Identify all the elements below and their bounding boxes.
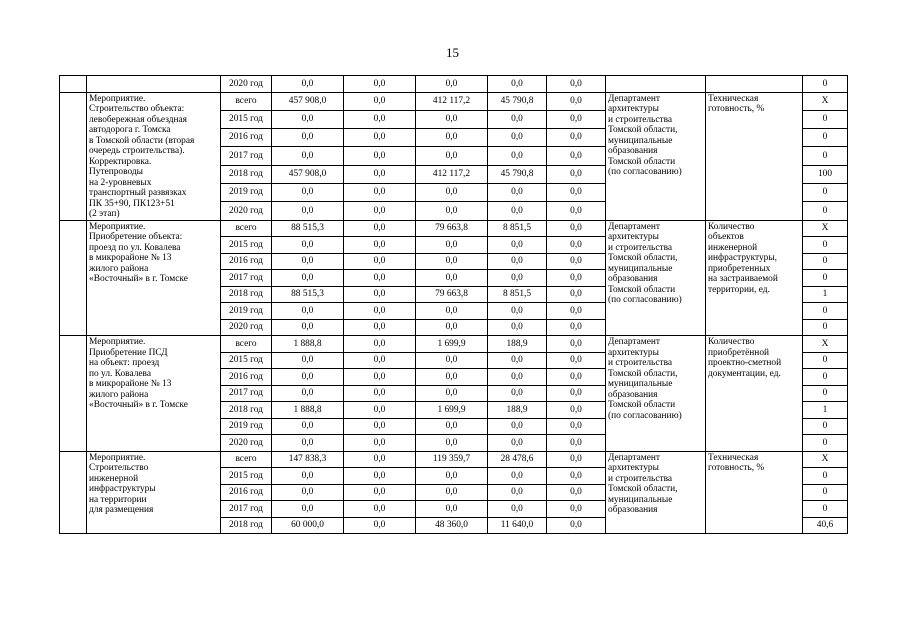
regional-budget-cell: 0,0 [416,319,488,336]
extra-budget-cell: 0,0 [547,303,606,320]
local-budget-cell: 188,9 [488,402,547,419]
year-cell: 2018 год [221,517,272,534]
federal-budget-cell: 0,0 [344,183,416,201]
table-row [60,336,848,353]
total-funds-cell: 0,0 [272,303,344,320]
result-value-cell: 0 [803,385,848,402]
extra-budget-cell: 0,0 [547,468,606,485]
regional-budget-cell: 0,0 [416,147,488,165]
result-value-cell: 0 [803,147,848,165]
result-value-cell: 1 [803,402,848,419]
local-budget-cell: 0,0 [488,270,547,287]
table-body [60,76,848,534]
year-cell: 2015 год [221,352,272,369]
total-funds-cell: 0,0 [272,369,344,386]
local-budget-cell: 0,0 [488,418,547,435]
extra-budget-cell: 0,0 [547,369,606,386]
result-value-cell: X [803,451,848,468]
regional-budget-cell: 0,0 [416,110,488,128]
total-funds-cell: 1 888,8 [272,336,344,353]
indicator-cell: Количество приобретённой проектно-сметной документации, ед. [706,336,803,452]
year-cell: всего [221,451,272,468]
table-row [60,92,848,110]
federal-budget-cell: 0,0 [344,202,416,220]
extra-budget-cell: 0,0 [547,165,606,183]
result-value-cell: 0 [803,237,848,254]
extra-budget-cell: 0,0 [547,220,606,237]
regional-budget-cell: 1 699,9 [416,336,488,353]
local-budget-cell: 0,0 [488,147,547,165]
total-funds-cell: 0,0 [272,202,344,220]
total-funds-cell: 88 515,3 [272,286,344,303]
result-value-cell: 1 [803,286,848,303]
result-value-cell: X [803,220,848,237]
federal-budget-cell: 0,0 [344,418,416,435]
activity-name-cell: Мероприятие. Строительство объекта: левобережная объездная автодорога г. Томска в Томской области (вторая очередь строительства). Корректировка. Путепроводы на 2-уровневых транспортный развязках ПК 35+90, ПК123+51 (2 этап) [87,92,221,220]
regional-budget-cell: 0,0 [416,183,488,201]
regional-budget-cell: 0,0 [416,352,488,369]
table-row [60,220,848,237]
result-value-cell: 0 [803,253,848,270]
extra-budget-cell: 0,0 [547,147,606,165]
total-funds-cell: 0,0 [272,76,344,93]
extra-budget-cell: 0,0 [547,253,606,270]
federal-budget-cell: 0,0 [344,501,416,518]
local-budget-cell: 0,0 [488,385,547,402]
local-budget-cell: 8 851,5 [488,220,547,237]
total-funds-cell: 0,0 [272,129,344,147]
regional-budget-cell: 0,0 [416,501,488,518]
result-value-cell: 0 [803,129,848,147]
federal-budget-cell: 0,0 [344,129,416,147]
year-cell: 2020 год [221,319,272,336]
year-cell: 2018 год [221,402,272,419]
local-budget-cell: 0,0 [488,202,547,220]
activity-name-cell: Мероприятие. Строительство инженерной инфраструктуры на территории для размещения [87,451,221,534]
local-budget-cell: 0,0 [488,303,547,320]
total-funds-cell: 60 000,0 [272,517,344,534]
result-value-cell: 0 [803,110,848,128]
activity-name-cell [87,76,221,93]
federal-budget-cell: 0,0 [344,253,416,270]
extra-budget-cell: 0,0 [547,484,606,501]
regional-budget-cell: 0,0 [416,435,488,452]
federal-budget-cell: 0,0 [344,76,416,93]
federal-budget-cell: 0,0 [344,484,416,501]
regional-budget-cell: 79 663,8 [416,286,488,303]
federal-budget-cell: 0,0 [344,435,416,452]
result-value-cell: 0 [803,303,848,320]
federal-budget-cell: 0,0 [344,319,416,336]
result-value-cell: 0 [803,183,848,201]
year-cell: 2015 год [221,237,272,254]
result-value-cell: 0 [803,76,848,93]
federal-budget-cell: 0,0 [344,336,416,353]
year-cell: 2016 год [221,484,272,501]
local-budget-cell: 8 851,5 [488,286,547,303]
extra-budget-cell: 0,0 [547,451,606,468]
extra-budget-cell: 0,0 [547,202,606,220]
year-cell: 2019 год [221,418,272,435]
local-budget-cell: 0,0 [488,110,547,128]
regional-budget-cell: 0,0 [416,76,488,93]
indicator-cell: Количество объектов инженерной инфраструктуры, приобретенных на застраиваемой территории, ед. [706,220,803,336]
local-budget-cell: 0,0 [488,319,547,336]
activity-name-cell: Мероприятие. Приобретение объекта: проезд по ул. Ковалева в микрорайоне № 13 жилого района «Восточный» в г. Томске [87,220,221,336]
local-budget-cell: 0,0 [488,468,547,485]
total-funds-cell: 0,0 [272,484,344,501]
regional-budget-cell: 0,0 [416,303,488,320]
executor-cell: Департамент архитектуры и строительства Томской области, муниципальные образования Томской области (по согласованию) [606,92,706,220]
regional-budget-cell: 0,0 [416,369,488,386]
result-value-cell: 0 [803,435,848,452]
extra-budget-cell: 0,0 [547,237,606,254]
local-budget-cell: 11 640,0 [488,517,547,534]
result-value-cell: 0 [803,468,848,485]
total-funds-cell: 0,0 [272,352,344,369]
year-cell: 2019 год [221,183,272,201]
extra-budget-cell: 0,0 [547,385,606,402]
number-cell [60,76,87,93]
executor-cell: Департамент архитектуры и строительства Томской области, муниципальные образования Томской области (по согласованию) [606,336,706,452]
year-cell: 2020 год [221,435,272,452]
activity-name-cell: Мероприятие. Приобретение ПСД на объект: проезд по ул. Ковалева в микрорайоне № 13 жилого района «Восточный» в г. Томске [87,336,221,452]
local-budget-cell: 0,0 [488,352,547,369]
total-funds-cell: 0,0 [272,147,344,165]
year-cell: 2015 год [221,110,272,128]
total-funds-cell: 0,0 [272,468,344,485]
result-value-cell: 100 [803,165,848,183]
local-budget-cell: 188,9 [488,336,547,353]
federal-budget-cell: 0,0 [344,220,416,237]
extra-budget-cell: 0,0 [547,129,606,147]
extra-budget-cell: 0,0 [547,336,606,353]
total-funds-cell: 147 838,3 [272,451,344,468]
number-cell [60,336,87,452]
local-budget-cell: 0,0 [488,435,547,452]
result-value-cell: X [803,336,848,353]
regional-budget-cell: 0,0 [416,385,488,402]
regional-budget-cell: 0,0 [416,270,488,287]
number-cell [60,220,87,336]
federal-budget-cell: 0,0 [344,303,416,320]
year-cell: 2019 год [221,303,272,320]
result-value-cell: 0 [803,202,848,220]
total-funds-cell: 0,0 [272,418,344,435]
number-cell [60,451,87,534]
local-budget-cell: 0,0 [488,76,547,93]
local-budget-cell: 0,0 [488,369,547,386]
result-value-cell: 0 [803,319,848,336]
extra-budget-cell: 0,0 [547,286,606,303]
table-row [60,76,848,93]
result-value-cell: 0 [803,418,848,435]
extra-budget-cell: 0,0 [547,435,606,452]
year-cell: 2017 год [221,270,272,287]
regional-budget-cell: 119 359,7 [416,451,488,468]
federal-budget-cell: 0,0 [344,402,416,419]
local-budget-cell: 0,0 [488,237,547,254]
extra-budget-cell: 0,0 [547,352,606,369]
year-cell: всего [221,220,272,237]
local-budget-cell: 0,0 [488,501,547,518]
local-budget-cell: 0,0 [488,484,547,501]
local-budget-cell: 0,0 [488,253,547,270]
federal-budget-cell: 0,0 [344,385,416,402]
year-cell: всего [221,336,272,353]
regional-budget-cell: 0,0 [416,468,488,485]
executor-cell [606,76,706,93]
executor-cell: Департамент архитектуры и строительства Томской области, муниципальные образования [606,451,706,534]
regional-budget-cell: 1 699,9 [416,402,488,419]
extra-budget-cell: 0,0 [547,92,606,110]
federal-budget-cell: 0,0 [344,286,416,303]
year-cell: 2018 год [221,286,272,303]
indicator-cell: Техническая готовность, % [706,92,803,220]
regional-budget-cell: 0,0 [416,202,488,220]
year-cell: 2015 год [221,468,272,485]
regional-budget-cell: 0,0 [416,418,488,435]
local-budget-cell: 45 790,8 [488,92,547,110]
program-activities-table [59,75,848,534]
federal-budget-cell: 0,0 [344,165,416,183]
extra-budget-cell: 0,0 [547,110,606,128]
year-cell: всего [221,92,272,110]
total-funds-cell: 457 908,0 [272,165,344,183]
local-budget-cell: 28 478,6 [488,451,547,468]
result-value-cell: 0 [803,484,848,501]
result-value-cell: 40,6 [803,517,848,534]
regional-budget-cell: 412 117,2 [416,165,488,183]
total-funds-cell: 457 908,0 [272,92,344,110]
indicator-cell [706,76,803,93]
result-value-cell: X [803,92,848,110]
total-funds-cell: 0,0 [272,253,344,270]
table-row [60,451,848,468]
result-value-cell: 0 [803,501,848,518]
local-budget-cell: 0,0 [488,129,547,147]
year-cell: 2020 год [221,202,272,220]
extra-budget-cell: 0,0 [547,183,606,201]
local-budget-cell: 0,0 [488,183,547,201]
executor-cell: Департамент архитектуры и строительства Томской области, муниципальные образования Томской области (по согласованию) [606,220,706,336]
federal-budget-cell: 0,0 [344,369,416,386]
extra-budget-cell: 0,0 [547,402,606,419]
indicator-cell: Техническая готовность, % [706,451,803,534]
result-value-cell: 0 [803,270,848,287]
federal-budget-cell: 0,0 [344,468,416,485]
page-number: 15 [446,45,459,60]
regional-budget-cell: 412 117,2 [416,92,488,110]
year-cell: 2016 год [221,253,272,270]
regional-budget-cell: 0,0 [416,129,488,147]
total-funds-cell: 0,0 [272,385,344,402]
federal-budget-cell: 0,0 [344,270,416,287]
total-funds-cell: 0,0 [272,270,344,287]
federal-budget-cell: 0,0 [344,110,416,128]
regional-budget-cell: 48 360,0 [416,517,488,534]
total-funds-cell: 0,0 [272,501,344,518]
total-funds-cell: 88 515,3 [272,220,344,237]
regional-budget-cell: 0,0 [416,237,488,254]
total-funds-cell: 0,0 [272,237,344,254]
local-budget-cell: 45 790,8 [488,165,547,183]
total-funds-cell: 1 888,8 [272,402,344,419]
regional-budget-cell: 0,0 [416,253,488,270]
year-cell: 2016 год [221,369,272,386]
extra-budget-cell: 0,0 [547,270,606,287]
extra-budget-cell: 0,0 [547,501,606,518]
federal-budget-cell: 0,0 [344,237,416,254]
result-value-cell: 0 [803,369,848,386]
result-value-cell: 0 [803,352,848,369]
federal-budget-cell: 0,0 [344,517,416,534]
year-cell: 2017 год [221,501,272,518]
total-funds-cell: 0,0 [272,110,344,128]
regional-budget-cell: 79 663,8 [416,220,488,237]
total-funds-cell: 0,0 [272,435,344,452]
year-cell: 2017 год [221,385,272,402]
number-cell [60,92,87,220]
extra-budget-cell: 0,0 [547,319,606,336]
year-cell: 2016 год [221,129,272,147]
federal-budget-cell: 0,0 [344,352,416,369]
total-funds-cell: 0,0 [272,183,344,201]
year-cell: 2017 год [221,147,272,165]
year-cell: 2018 год [221,165,272,183]
federal-budget-cell: 0,0 [344,451,416,468]
extra-budget-cell: 0,0 [547,517,606,534]
regional-budget-cell: 0,0 [416,484,488,501]
extra-budget-cell: 0,0 [547,418,606,435]
federal-budget-cell: 0,0 [344,92,416,110]
federal-budget-cell: 0,0 [344,147,416,165]
total-funds-cell: 0,0 [272,319,344,336]
year-cell: 2020 год [221,76,272,93]
extra-budget-cell: 0,0 [547,76,606,93]
